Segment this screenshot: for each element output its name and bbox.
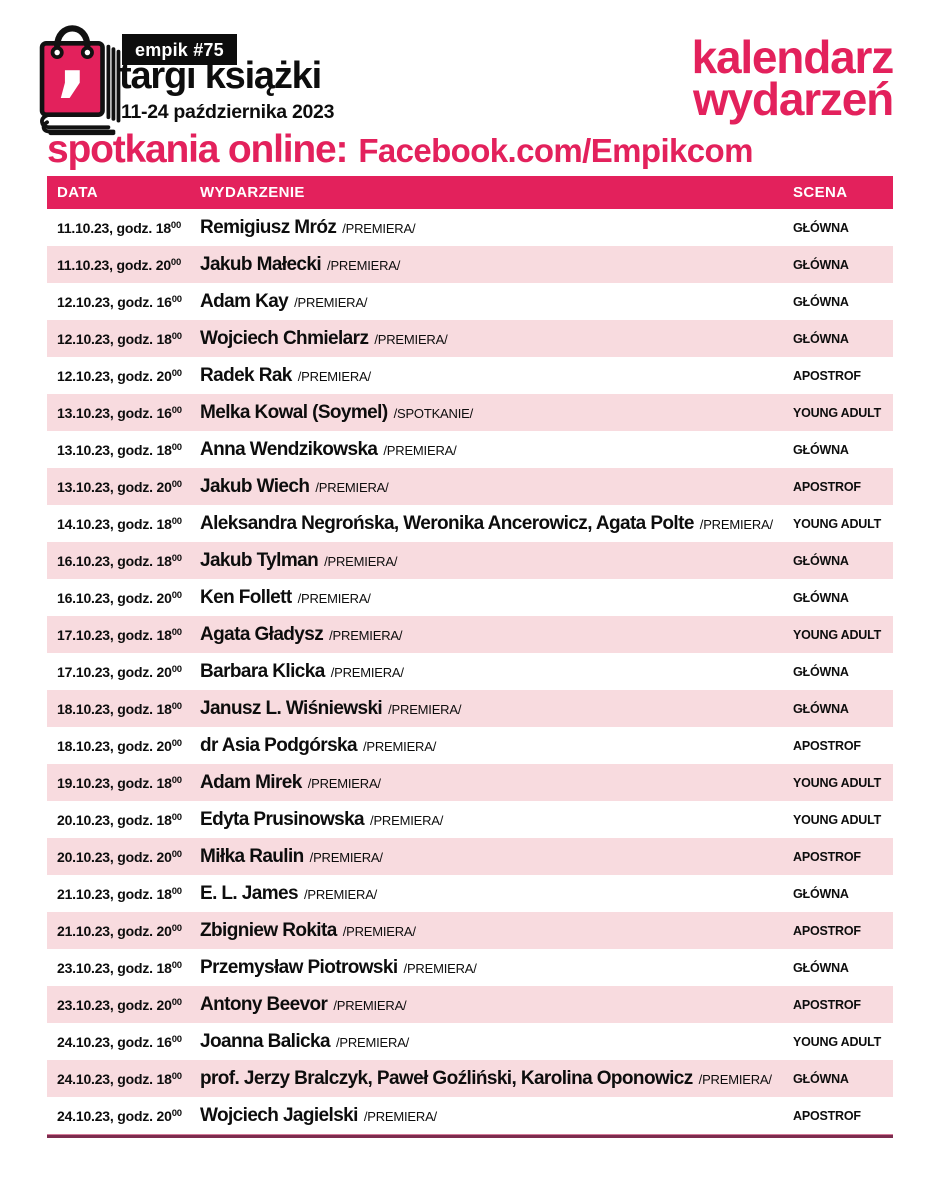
event-date-minutes: 00 [171, 775, 182, 786]
edition-badge: empik #75 [122, 34, 237, 65]
event-scene: APOSTROF [793, 1108, 861, 1123]
event-name: Melka Kowal (Soymel) [200, 401, 388, 423]
event-type-label: /PREMIERA/ [297, 590, 371, 606]
event-date [47, 775, 200, 791]
event-scene: GŁÓWNA [793, 590, 849, 605]
event-date-minutes: 00 [171, 516, 182, 527]
event-date-minutes: 00 [171, 368, 182, 379]
event-name: Adam Kay [200, 290, 289, 312]
event-name: Ken Follett [200, 586, 292, 608]
event-type-label: /PREMIERA/ [315, 479, 389, 495]
event-type-label: /PREMIERA/ [330, 664, 404, 680]
event-scene: GŁÓWNA [793, 1071, 849, 1086]
event-date-text: 11.10.23, godz. 20 [57, 256, 171, 273]
event-date-text: 23.10.23, godz. 20 [57, 996, 172, 1013]
event-type-label: /PREMIERA/ [363, 1108, 437, 1124]
event-type-label: /PREMIERA/ [698, 1071, 772, 1087]
table-row [47, 394, 893, 431]
event-name: Jakub Tylman [200, 549, 319, 571]
event-name: Janusz L. Wiśniewski [200, 697, 383, 719]
event-scene: YOUNG ADULT [793, 516, 882, 531]
table-row [47, 1023, 893, 1060]
event-date [47, 368, 200, 384]
event-scene: GŁÓWNA [793, 257, 849, 272]
table-row [47, 357, 893, 394]
event-date-minutes: 00 [171, 1071, 182, 1082]
event-type-label: /PREMIERA/ [699, 516, 773, 532]
event-cell [200, 476, 793, 498]
table-row [47, 320, 893, 357]
event-type-label: /PREMIERA/ [374, 331, 448, 347]
event-type-label: /PREMIERA/ [388, 701, 462, 717]
column-header-scena: SCENA [793, 184, 848, 201]
event-date-minutes: 00 [171, 442, 182, 453]
event-name: Wojciech Jagielski [200, 1104, 358, 1126]
event-date-minutes: 00 [171, 923, 182, 934]
event-date-minutes: 00 [171, 1034, 182, 1045]
event-date [47, 997, 200, 1013]
event-cell [200, 846, 793, 868]
page-title-line2: wydarzeń [692, 73, 893, 126]
event-date-text: 23.10.23, godz. 18 [57, 959, 172, 976]
event-date [47, 701, 200, 717]
table-row [47, 727, 893, 764]
event-name: Edyta Prusinowska [200, 808, 365, 830]
event-date-minutes: 00 [171, 886, 182, 897]
table-row [47, 505, 893, 542]
table-row [47, 838, 893, 875]
event-date-text: 16.10.23, godz. 20 [57, 589, 172, 606]
page-title [691, 31, 893, 126]
event-date [47, 1108, 200, 1124]
event-date [47, 220, 200, 236]
event-date-minutes: 00 [171, 331, 182, 342]
event-cell [200, 587, 793, 609]
event-date-minutes: 00 [171, 627, 182, 638]
event-type-label: /PREMIERA/ [303, 886, 378, 902]
event-type-label: /PREMIERA/ [370, 812, 444, 828]
event-cell [200, 735, 793, 757]
event-cell [200, 328, 793, 350]
event-date [47, 331, 200, 347]
event-type-label: /PREMIERA/ [294, 294, 368, 310]
event-cell [200, 883, 793, 905]
event-scene: APOSTROF [793, 368, 861, 383]
event-date-minutes: 00 [171, 590, 182, 601]
table-row [47, 209, 893, 246]
event-scene: GŁÓWNA [793, 960, 849, 975]
event-cell [200, 254, 793, 276]
event-date-minutes: 00 [171, 294, 182, 305]
event-scene: APOSTROF [793, 738, 861, 753]
event-scene: APOSTROF [793, 923, 861, 938]
event-cell [200, 1105, 793, 1127]
table-row [47, 986, 893, 1023]
event-type-label: /PREMIERA/ [403, 960, 477, 976]
event-type-label: /PREMIERA/ [342, 220, 416, 236]
event-date-text: 24.10.23, godz. 16 [57, 1033, 172, 1050]
table-row [47, 246, 893, 283]
event-date-minutes: 00 [171, 738, 182, 749]
events-table [47, 176, 893, 1134]
event-date-minutes: 00 [171, 553, 182, 564]
table-row [47, 690, 893, 727]
event-date-minutes: 00 [171, 960, 182, 971]
online-meetings-line [47, 128, 753, 172]
event-name: Agata Gładysz [200, 623, 324, 645]
event-date-text: 16.10.23, godz. 18 [57, 552, 172, 569]
event-date [47, 553, 200, 569]
event-type-label: /PREMIERA/ [383, 442, 457, 458]
event-name: Antony Beevor [200, 993, 328, 1015]
table-row [47, 1060, 893, 1097]
event-cell [200, 513, 793, 535]
event-date-text: 24.10.23, godz. 18 [57, 1070, 172, 1087]
event-type-label: /PREMIERA/ [297, 368, 371, 384]
column-header-wydarzenie: WYDARZENIE [200, 184, 305, 201]
event-cell [200, 957, 793, 979]
event-name: Wojciech Chmielarz [200, 327, 369, 349]
event-date [47, 442, 200, 458]
event-type-label: /PREMIERA/ [342, 923, 416, 939]
event-scene: APOSTROF [793, 479, 861, 494]
event-cell [200, 1031, 793, 1053]
table-row [47, 1097, 893, 1134]
event-date [47, 738, 200, 754]
event-scene: GŁÓWNA [793, 886, 849, 901]
event-scene: YOUNG ADULT [793, 1034, 882, 1049]
event-date-text: 13.10.23, godz. 18 [57, 441, 172, 458]
event-date-text: 12.10.23, godz. 18 [57, 330, 172, 347]
table-header-row [47, 176, 893, 209]
event-cell [200, 291, 793, 313]
event-date-minutes: 00 [171, 1108, 182, 1119]
table-row [47, 801, 893, 838]
event-date [47, 590, 200, 606]
event-name: prof. Jerzy Bralczyk, Paweł Goźliński, Karolina Oponowicz [200, 1067, 693, 1089]
event-name: Barbara Klicka [200, 660, 325, 682]
event-date-text: 20.10.23, godz. 18 [57, 811, 172, 828]
event-date-minutes: 00 [171, 701, 182, 712]
event-date-minutes: 00 [171, 849, 182, 860]
event-scene: GŁÓWNA [793, 220, 849, 235]
event-date [47, 960, 200, 976]
event-date [47, 849, 200, 865]
event-scene: APOSTROF [793, 849, 861, 864]
event-date-text: 17.10.23, godz. 20 [57, 663, 172, 680]
event-name: E. L. James [200, 882, 298, 904]
event-scene: GŁÓWNA [793, 442, 849, 457]
table-row [47, 949, 893, 986]
event-scene: GŁÓWNA [793, 331, 849, 346]
table-row [47, 616, 893, 653]
table-row [47, 579, 893, 616]
event-scene: APOSTROF [793, 997, 861, 1012]
event-date [47, 405, 200, 421]
event-date-minutes: 00 [170, 257, 182, 268]
event-scene: YOUNG ADULT [793, 627, 882, 642]
event-name: Joanna Balicka [200, 1030, 330, 1052]
event-date [47, 627, 200, 643]
event-name: Miłka Raulin [200, 845, 304, 867]
event-date [47, 1034, 200, 1050]
event-name: Radek Rak [200, 364, 292, 386]
event-name: Przemysław Piotrowski [200, 956, 398, 978]
event-scene: GŁÓWNA [793, 553, 849, 568]
empik-bag-logo-icon [37, 17, 121, 141]
event-date-text: 21.10.23, godz. 18 [57, 885, 172, 902]
event-name: Adam Mirek [200, 771, 302, 793]
event-name: Aleksandra Negrońska, Weronika Ancerowicz, Agata Polte [200, 512, 694, 534]
page-title-line1: kalendarz [691, 31, 893, 83]
table-row [47, 764, 893, 801]
svg-text:,: , [56, 17, 89, 107]
event-name: Jakub Wiech [200, 475, 310, 497]
event-cell [200, 661, 793, 683]
event-cell [200, 550, 793, 572]
event-date-text: 18.10.23, godz. 18 [57, 700, 172, 717]
event-cell [200, 217, 793, 239]
table-row [47, 912, 893, 949]
event-type-label: /PREMIERA/ [329, 627, 403, 643]
event-date-text: 24.10.23, godz. 20 [57, 1107, 172, 1124]
table-row [47, 542, 893, 579]
event-date-text: 13.10.23, godz. 20 [57, 478, 172, 495]
event-date-minutes: 00 [170, 220, 182, 231]
event-scene: GŁÓWNA [793, 701, 849, 716]
event-name: Zbigniew Rokita [200, 919, 337, 941]
event-date-text: 13.10.23, godz. 16 [57, 404, 172, 421]
event-date [47, 1071, 200, 1087]
footer-divider [47, 1134, 893, 1138]
event-date-text: 14.10.23, godz. 18 [57, 515, 172, 532]
event-type-label: /PREMIERA/ [333, 997, 407, 1013]
event-name: dr Asia Podgórska [200, 734, 357, 756]
event-date-minutes: 00 [171, 479, 182, 490]
event-scene: YOUNG ADULT [793, 775, 882, 790]
event-date [47, 479, 200, 495]
event-scene: GŁÓWNA [793, 294, 849, 309]
event-date-text: 21.10.23, godz. 20 [57, 922, 172, 939]
event-cell [200, 920, 793, 942]
event-cell [200, 772, 793, 794]
event-date [47, 516, 200, 532]
fair-title: targi książki [119, 55, 321, 97]
table-row [47, 283, 893, 320]
event-date-text: 17.10.23, godz. 18 [57, 626, 172, 643]
table-row [47, 653, 893, 690]
event-date-minutes: 00 [171, 812, 182, 823]
event-date-text: 11.10.23, godz. 18 [57, 219, 171, 236]
event-type-label: /SPOTKANIE/ [393, 405, 473, 421]
event-cell [200, 698, 793, 720]
event-type-label: /PREMIERA/ [327, 257, 401, 273]
event-cell [200, 624, 793, 646]
event-date-text: 18.10.23, godz. 20 [57, 737, 172, 754]
table-row [47, 875, 893, 912]
column-header-data: DATA [57, 184, 99, 201]
table-row [47, 468, 893, 505]
event-type-label: /PREMIERA/ [324, 553, 398, 569]
event-cell [200, 365, 793, 387]
event-date-minutes: 00 [171, 664, 182, 675]
fair-dates: 11-24 października 2023 [121, 101, 335, 123]
event-date-minutes: 00 [171, 405, 182, 416]
event-name: Anna Wendzikowska [200, 438, 378, 460]
table-body [47, 209, 893, 1134]
event-date [47, 294, 200, 310]
event-date-text: 19.10.23, godz. 18 [57, 774, 172, 791]
event-cell [200, 1068, 793, 1090]
event-type-label: /PREMIERA/ [362, 738, 437, 754]
event-date-text: 12.10.23, godz. 16 [57, 293, 172, 310]
event-date [47, 812, 200, 828]
event-cell [200, 994, 793, 1016]
event-date-text: 12.10.23, godz. 20 [57, 367, 172, 384]
event-cell [200, 402, 793, 424]
event-name: Jakub Małecki [200, 253, 322, 275]
facebook-link[interactable]: Facebook.com/Empikcom [358, 132, 753, 169]
event-scene: YOUNG ADULT [793, 812, 882, 827]
event-date-text: 20.10.23, godz. 20 [57, 848, 172, 865]
table-row [47, 431, 893, 468]
event-date [47, 664, 200, 680]
event-scene: GŁÓWNA [793, 664, 849, 679]
online-label: spotkania online: [47, 128, 348, 171]
event-scene: YOUNG ADULT [793, 405, 882, 420]
event-cell [200, 439, 793, 461]
event-date [47, 886, 200, 902]
event-type-label: /PREMIERA/ [307, 775, 381, 791]
event-date-minutes: 00 [171, 997, 182, 1008]
event-type-label: /PREMIERA/ [335, 1034, 410, 1050]
event-date [47, 923, 200, 939]
event-type-label: /PREMIERA/ [309, 849, 383, 865]
event-cell [200, 809, 793, 831]
event-date [47, 257, 200, 273]
event-name: Remigiusz Mróz [200, 216, 337, 238]
